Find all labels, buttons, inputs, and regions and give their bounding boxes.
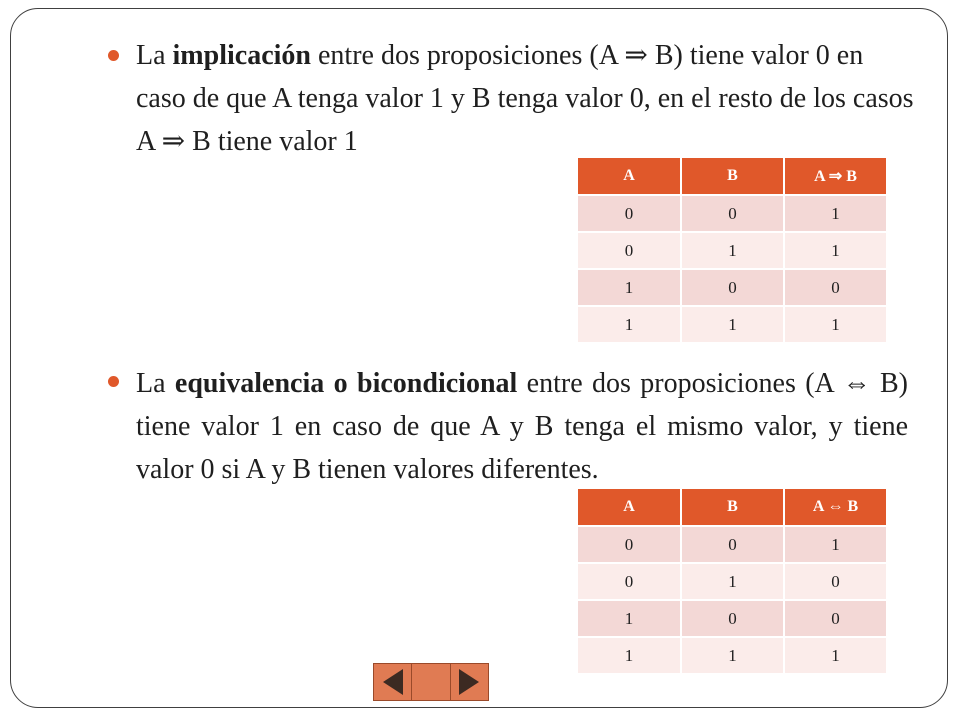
table-row: [578, 637, 887, 674]
table-row: [578, 269, 887, 306]
table-row: [578, 232, 887, 269]
home-slide-button[interactable]: [412, 664, 450, 700]
table-cell: 1: [578, 600, 681, 637]
paragraph-equivalencia: La equivalencia o bicondicional entre dos proposiciones (A ⇔ B) tiene valor 1 en caso de que A y B tenga el mismo valor, y tiene valor 0 si A y B tienen valores diferentes.: [136, 368, 908, 485]
bullet-icon: [108, 376, 119, 387]
table-row: [578, 526, 887, 563]
term-equivalencia: equivalencia o bicondicional: [174, 368, 518, 399]
table-cell: 0: [681, 600, 784, 637]
table-cell: 1: [578, 306, 681, 343]
table-header-cell: A: [578, 158, 681, 195]
term-implicacion: implicación: [172, 40, 311, 71]
next-slide-button[interactable]: [451, 664, 488, 700]
table-header-cell: A ⇔ B: [784, 489, 887, 526]
table-cell: 1: [681, 232, 784, 269]
table-cell: 1: [784, 637, 887, 674]
table-header-row: [578, 158, 887, 195]
table-cell: 0: [578, 232, 681, 269]
table-cell: 0: [681, 195, 784, 232]
bullet-icon: [108, 50, 119, 61]
table-cell: 1: [578, 269, 681, 306]
table-row: [578, 306, 887, 343]
table-cell: 1: [578, 637, 681, 674]
truth-table-equivalencia: [578, 489, 888, 675]
table-cell: 0: [784, 563, 887, 600]
table-header-cell: A: [578, 489, 681, 526]
table-cell: 0: [681, 526, 784, 563]
table-row: [578, 195, 887, 232]
table-cell: 0: [784, 269, 887, 306]
table-cell: 1: [681, 306, 784, 343]
triangle-right-icon: [459, 669, 479, 695]
paragraph-implicacion: La implicación entre dos proposiciones (A ⇒ B) tiene valor 0 en caso de que A tenga valor 1 y B tenga valor 0, en el resto de los casos A ⇒ B tiene valor 1: [136, 40, 914, 157]
slide-navigation: [373, 663, 489, 701]
table-cell: 0: [578, 195, 681, 232]
table-cell: 0: [578, 526, 681, 563]
table-row: [578, 600, 887, 637]
table-cell: 1: [784, 526, 887, 563]
table-cell: 1: [681, 637, 784, 674]
table-header-row: [578, 489, 887, 526]
table-cell: 0: [681, 269, 784, 306]
table-cell: 1: [784, 195, 887, 232]
table-cell: 1: [784, 306, 887, 343]
table-header-cell: B: [681, 489, 784, 526]
table-cell: 1: [681, 563, 784, 600]
table-header-cell: B: [681, 158, 784, 195]
truth-table-implicacion: [578, 158, 888, 344]
triangle-left-icon: [383, 669, 403, 695]
previous-slide-button[interactable]: [374, 664, 412, 700]
table-row: [578, 563, 887, 600]
table-cell: 0: [784, 600, 887, 637]
table-cell: 0: [578, 563, 681, 600]
table-header-cell: A ⇒ B: [784, 158, 887, 195]
table-cell: 1: [784, 232, 887, 269]
